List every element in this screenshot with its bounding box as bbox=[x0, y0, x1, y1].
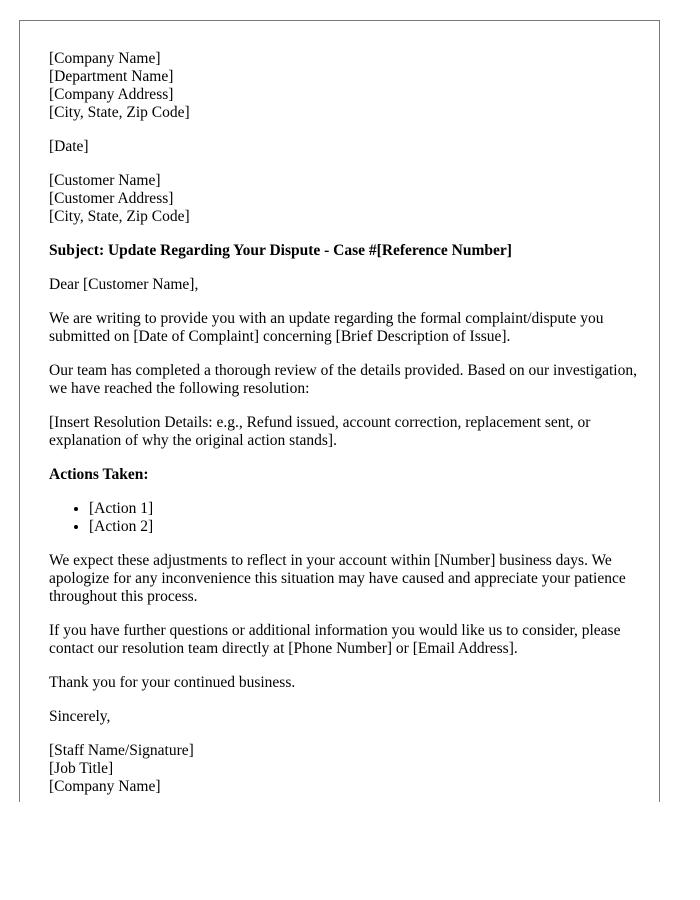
expectation-paragraph: We expect these adjustments to reflect in your account within [Number] business days. We apologize for any inconvenience this situation may have caused and appreciate your patience throughout this process. bbox=[49, 552, 626, 605]
recipient-city-state-zip: [City, State, Zip Code] bbox=[49, 208, 190, 225]
sender-company-name: [Company Name] bbox=[49, 50, 161, 67]
sender-department-name: [Department Name] bbox=[49, 68, 174, 85]
action-item: • [Action 2] bbox=[89, 518, 639, 536]
recipient-customer-address: [Customer Address] bbox=[49, 190, 174, 207]
closing: Sincerely, bbox=[49, 708, 111, 725]
recipient-address-block bbox=[49, 172, 639, 226]
resolution-paragraph: [Insert Resolution Details: e.g., Refund issued, account correction, replacement sent, or explanation of why the original action stands]. bbox=[49, 414, 591, 449]
contact-paragraph: If you have further questions or additional information you would like us to consider, please contact our resolution team directly at [Phone Number] or [Email Address]. bbox=[49, 622, 621, 657]
recipient-customer-name: [Customer Name] bbox=[49, 172, 161, 189]
signature-job-title: [Job Title] bbox=[49, 760, 114, 777]
thanks-paragraph: Thank you for your continued business. bbox=[49, 674, 296, 691]
actions-heading: Actions Taken: bbox=[49, 466, 149, 483]
letter-content bbox=[49, 50, 639, 796]
letter-page bbox=[19, 20, 660, 802]
review-paragraph: Our team has completed a thorough review of the details provided. Based on our investigation, we have reached the following resolution: bbox=[49, 362, 637, 397]
sender-city-state-zip: [City, State, Zip Code] bbox=[49, 104, 190, 121]
letter-date: [Date] bbox=[49, 138, 89, 155]
sender-address-block bbox=[49, 50, 639, 122]
signature-block bbox=[49, 742, 639, 796]
signature-staff-name: [Staff Name/Signature] bbox=[49, 742, 194, 759]
actions-list bbox=[49, 500, 639, 536]
salutation: Dear [Customer Name], bbox=[49, 276, 199, 293]
intro-paragraph: We are writing to provide you with an update regarding the formal complaint/dispute you submitted on [Date of Complaint] concerning [Brief Description of Issue]. bbox=[49, 310, 604, 345]
subject-line: Subject: Update Regarding Your Dispute - Case #[Reference Number] bbox=[49, 242, 512, 259]
signature-company-name: [Company Name] bbox=[49, 778, 161, 795]
sender-company-address: [Company Address] bbox=[49, 86, 174, 103]
action-item: • [Action 1] bbox=[89, 500, 639, 518]
